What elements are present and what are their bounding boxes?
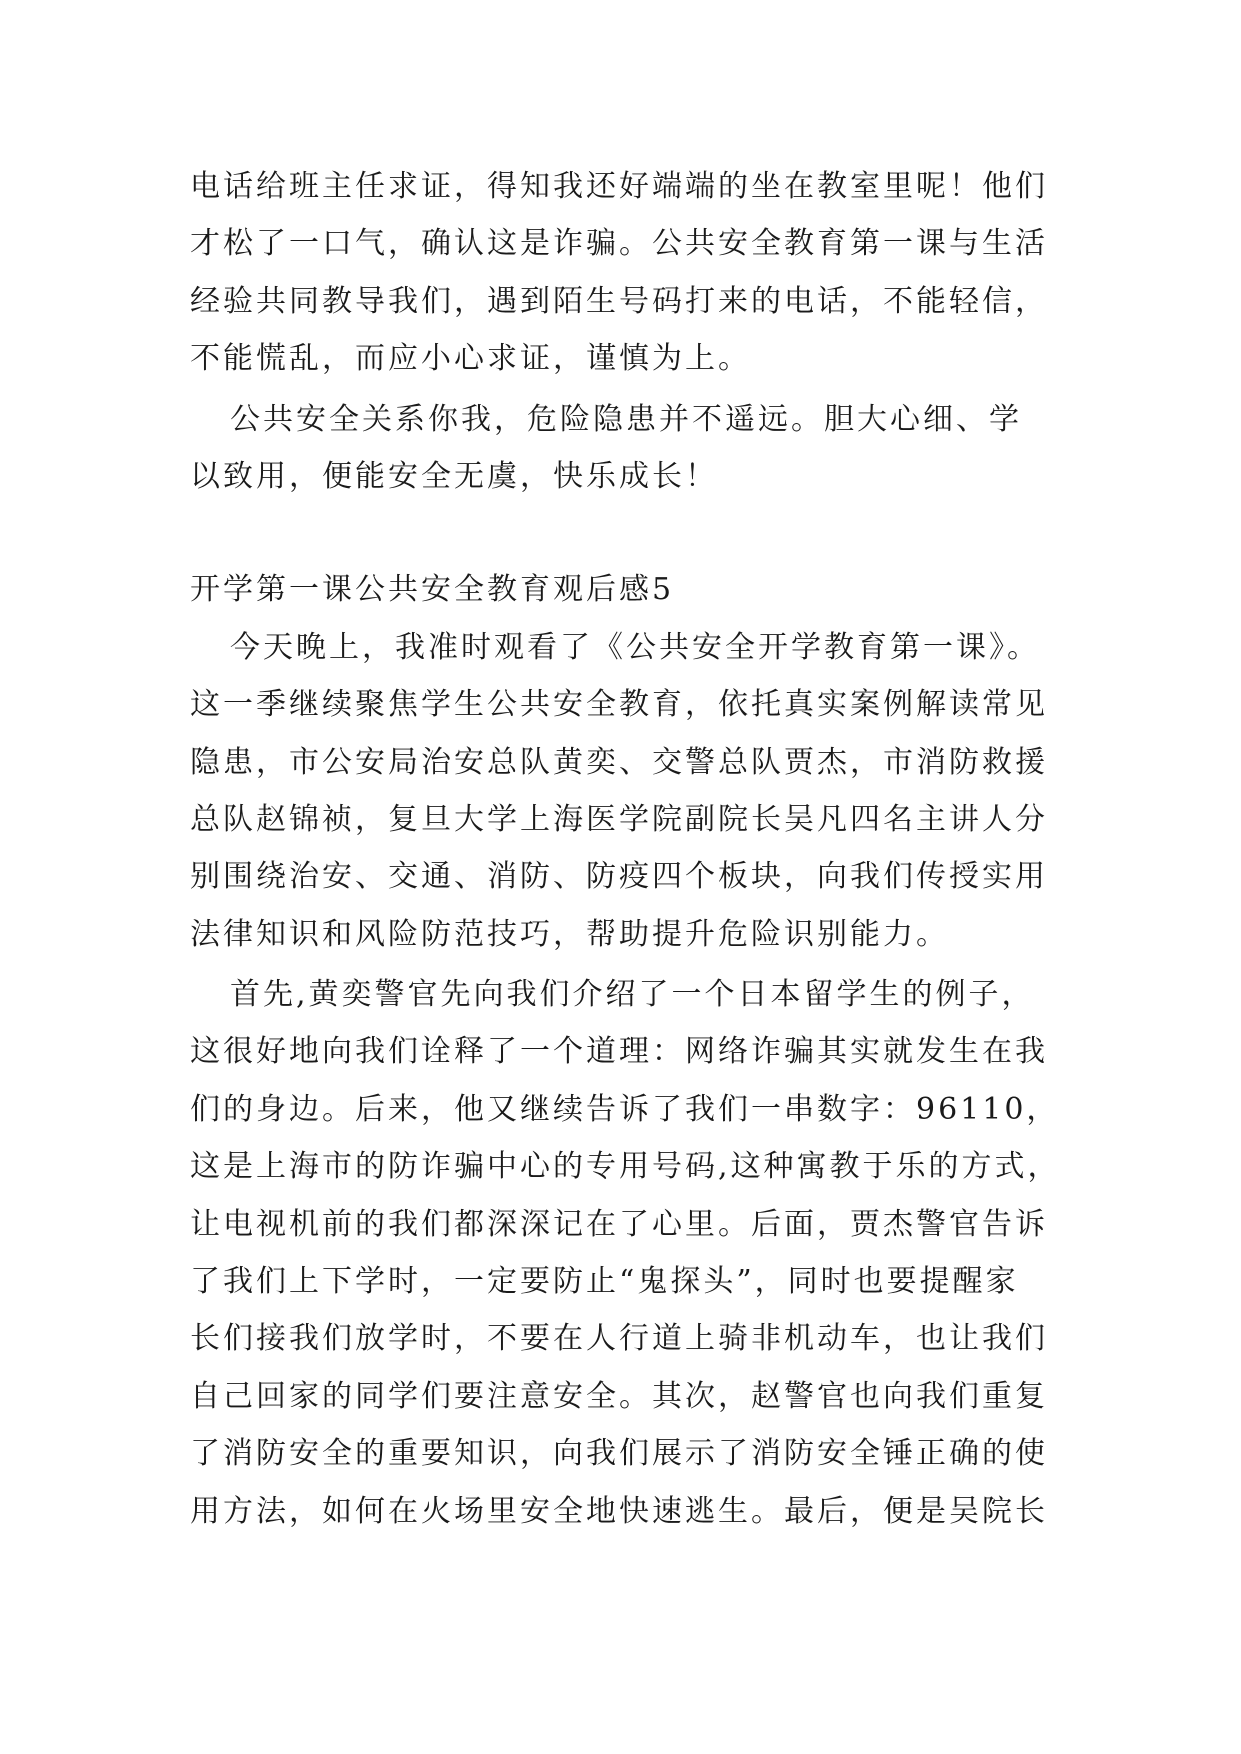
text-line: 经验共同教导我们，遇到陌生号码打来的电话，不能轻信， <box>190 283 1048 319</box>
section-heading <box>190 561 1090 618</box>
text-line: 长们接我们放学时，不要在人行道上骑非机动车，也让我们 <box>190 1321 1048 1357</box>
paragraph <box>190 158 1090 388</box>
text-line: 电话给班主任求证，得知我还好端端的坐在教室里呢！他们 <box>190 169 1048 204</box>
paragraph <box>190 619 1090 963</box>
text-line: 了消防安全的重要知识，向我们展示了消防安全锤正确的使 <box>190 1436 1048 1472</box>
text-line: 隐患，市公安局治安总队黄奕、交警总队贾杰，市消防救援 <box>190 744 1048 780</box>
text-line: 才松了一口气，确认这是诈骗。公共安全教育第一课与生活 <box>190 226 1048 262</box>
text-line: 首先,黄奕警官先向我们介绍了一个日本留学生的例子， <box>230 977 1035 1013</box>
text-line: 让电视机前的我们都深深记在了心里。后面，贾杰警官告诉 <box>190 1206 1048 1242</box>
document-body <box>190 158 1090 1543</box>
heading-text: 开学第一课公共安全教育观后感5 <box>190 572 675 608</box>
paragraph <box>190 966 1090 1540</box>
text-line: 以致用，便能安全无虞，快乐成长！ <box>190 458 718 494</box>
text-line: 了我们上下学时，一定要防止“鬼探头”，同时也要提醒家 <box>190 1264 1019 1300</box>
text-line: 们的身边。后来，他又继续告诉了我们一串数字：96110， <box>190 1091 1060 1127</box>
text-line: 不能慌乱，而应小心求证，谨慎为上。 <box>190 341 751 377</box>
text-line: 用方法，如何在火场里安全地快速逃生。最后，便是吴院长 <box>190 1493 1048 1529</box>
text-line: 今天晚上，我准时观看了《公共安全开学教育第一课》。 <box>230 629 1040 665</box>
text-line: 这是上海市的防诈骗中心的专用号码,这种寓教于乐的方式， <box>190 1149 1061 1185</box>
text-line: 自己回家的同学们要注意安全。其次，赵警官也向我们重复 <box>190 1378 1048 1414</box>
text-line: 法律知识和风险防范技巧，帮助提升危险识别能力。 <box>190 916 949 952</box>
paragraph <box>190 391 1090 506</box>
text-line: 这一季继续聚焦学生公共安全教育，依托真实案例解读常见 <box>190 687 1048 723</box>
text-line: 公共安全关系你我，危险隐患并不遥远。胆大心细、学 <box>230 401 1022 437</box>
text-line: 这很好地向我们诠释了一个道理：网络诈骗其实就发生在我 <box>190 1034 1048 1070</box>
text-line: 别围绕治安、交通、消防、防疫四个板块，向我们传授实用 <box>190 859 1048 895</box>
text-line: 总队赵锦祯，复旦大学上海医学院副院长吴凡四名主讲人分 <box>190 801 1048 837</box>
